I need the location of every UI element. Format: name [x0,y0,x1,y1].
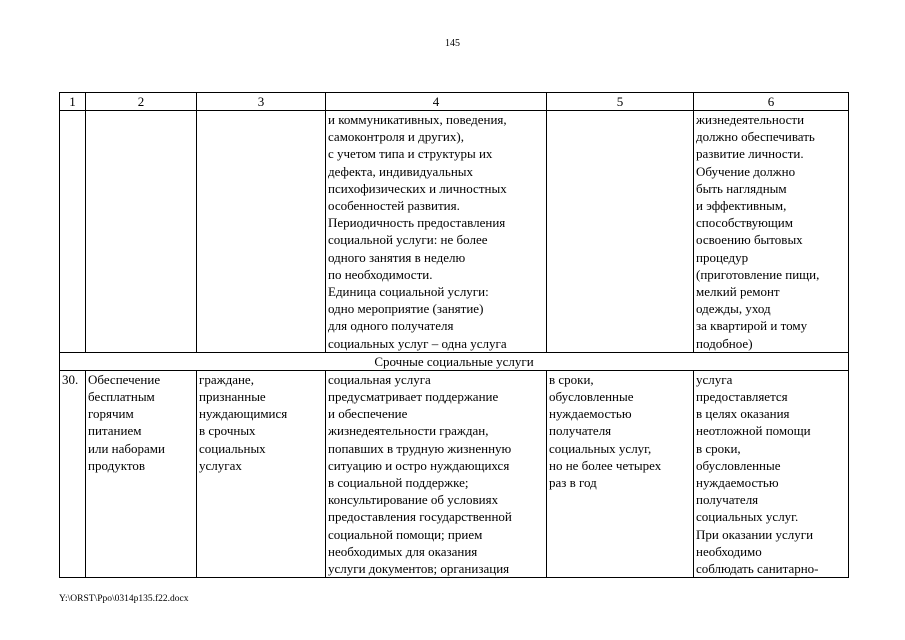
header-col-1: 1 [60,93,86,111]
header-col-6: 6 [694,93,849,111]
footer-file-path: Y:\ORST\Ppo\0314p135.f22.docx [59,594,189,604]
cell-terms: в сроки, обусловленные нуждаемостью получателя социальных услуг, но не более четырех раз в год [547,370,694,577]
section-title: Срочные социальные услуги [60,352,849,370]
header-col-5: 5 [547,93,694,111]
services-table [59,92,849,578]
cell-number: 30. [60,370,86,577]
header-col-2: 2 [86,93,197,111]
cell-terms [547,111,694,353]
table-header-row [60,93,849,111]
cell-description: социальная услуга предусматривает поддержание и обеспечение жизнедеятельности граждан, попавших в трудную жизненную ситуацию и остро нуждающихся в социальной поддержке; консультирование об условиях предоставления государственной социальной помощи; прием необходимых для оказания услуги документов; организация [326,370,547,577]
cell-description: и коммуникативных, поведения, самоконтроля и других), с учетом типа и структуры их дефекта, индивидуальных психофизических и личностных особенностей развития. Периодичность предоставления социальной услуги: не более одного занятия в неделю по необходимости. Единица социальной услуги: одно мероприятие (занятие) для одного получателя социальных услуг – одна услуга [326,111,547,353]
table-row-30 [60,370,849,577]
cell-conditions: услуга предоставляется в целях оказания неотложной помощи в сроки, обусловленные нуждаемостью получателя социальных услуг. При оказании услуги необходимо соблюдать санитарно- [694,370,849,577]
cell-number [60,111,86,353]
cell-service-name: Обеспечение бесплатным горячим питанием или наборами продуктов [86,370,197,577]
header-col-3: 3 [197,93,326,111]
cell-recipients [197,111,326,353]
cell-recipients: граждане, признанные нуждающимися в срочных социальных услугах [197,370,326,577]
header-col-4: 4 [326,93,547,111]
cell-service-name [86,111,197,353]
page-number: 145 [445,38,460,49]
cell-conditions: жизнедеятельности должно обеспечивать развитие личности. Обучение должно быть наглядным и эффективным, способствующим освоению бытовых процедур (приготовление пищи, мелкий ремонт одежды, уход за квартирой и тому подобное) [694,111,849,353]
section-row [60,352,849,370]
table-row-continuation [60,111,849,353]
